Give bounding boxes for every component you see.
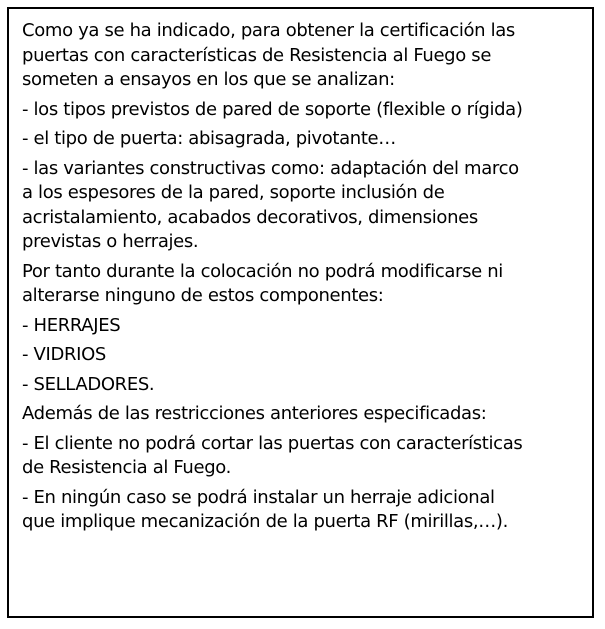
text-line: previstas o herrajes. xyxy=(22,231,199,252)
paragraph xyxy=(22,260,586,309)
paragraph xyxy=(22,314,586,339)
text-line: de Resistencia al Fuego. xyxy=(22,457,231,478)
text-line: - las variantes constructivas como: adaptación del marco xyxy=(22,157,519,179)
text-line: acristalamiento, acabados decorativos, dimensiones xyxy=(22,206,478,228)
text-line: Como ya se ha indicado, para obtener la certificación las xyxy=(22,20,515,41)
text-line: puertas con características de Resistencia al Fuego se xyxy=(22,44,492,66)
bordered-text-box xyxy=(7,7,594,618)
text-line: - SELLADORES. xyxy=(22,373,155,395)
paragraph xyxy=(22,157,586,255)
text-line: someten a ensayos en los que se analizan: xyxy=(22,69,395,90)
text-line: Además de las restricciones anteriores especificadas: xyxy=(22,403,487,424)
paragraph xyxy=(22,373,586,398)
text-line: alterarse ninguno de estos componentes: xyxy=(22,285,384,306)
paragraph xyxy=(22,343,586,368)
text-line: a los espesores de la pared, soporte inclusión de xyxy=(22,182,445,203)
paragraph xyxy=(22,486,586,535)
paragraph xyxy=(22,19,586,93)
paragraph xyxy=(22,98,586,123)
text-line: - los tipos previstos de pared de soporte (flexible o rígida) xyxy=(22,98,523,120)
paragraph xyxy=(22,432,586,481)
text-content xyxy=(22,19,586,540)
text-line: - el tipo de puerta: abisagrada, pivotante… xyxy=(22,128,396,149)
text-line: Por tanto durante la colocación no podrá modificarse ni xyxy=(22,260,503,282)
text-line: - VIDRIOS xyxy=(22,344,106,365)
text-line: - HERRAJES xyxy=(22,314,121,336)
text-line: - El cliente no podrá cortar las puertas con características xyxy=(22,432,523,454)
paragraph xyxy=(22,402,586,427)
paragraph xyxy=(22,127,586,152)
text-line: - En ningún caso se podrá instalar un herraje adicional xyxy=(22,486,495,508)
text-line: que implique mecanización de la puerta RF (mirillas,…). xyxy=(22,511,508,532)
